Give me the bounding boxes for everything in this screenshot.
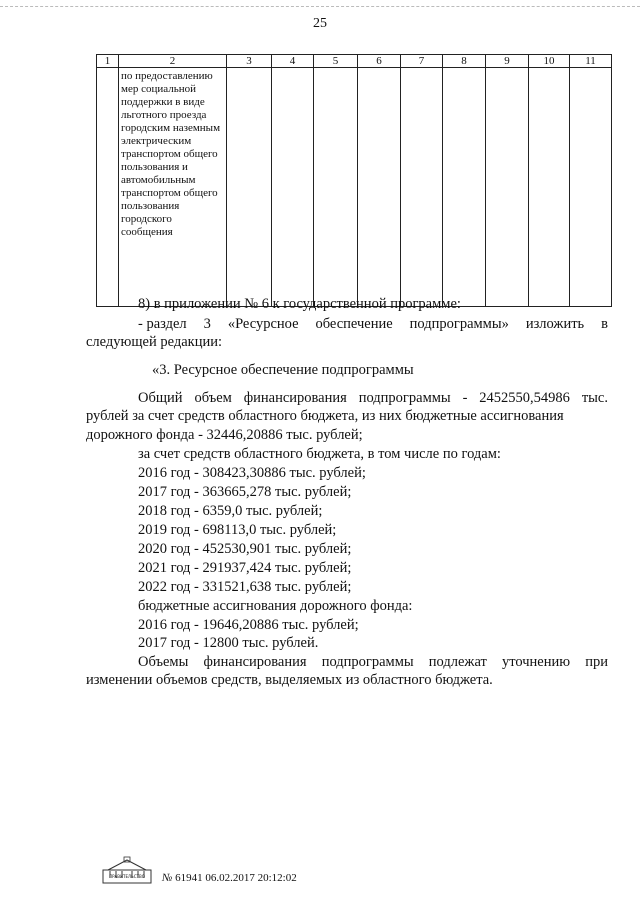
year-line: 2016 год - 308423,30886 тыс. рублей; (138, 465, 366, 481)
column-header: 2 (119, 55, 227, 68)
word: 2452550,54986 (479, 390, 570, 406)
top-scan-border (0, 6, 640, 7)
section-instruction-cont: следующей редакции: (86, 334, 223, 350)
word: обеспечение (315, 316, 393, 332)
column-header: 8 (443, 55, 486, 68)
table-cell (443, 68, 486, 307)
word: 3 (203, 316, 211, 332)
section-instruction-line (138, 315, 608, 333)
word: финансирования (203, 654, 307, 670)
word: в (601, 316, 608, 332)
word: подпрограммы» (409, 316, 509, 332)
word: - (462, 390, 468, 406)
column-header: 7 (401, 55, 443, 68)
year-line: 2021 год - 291937,424 тыс. рублей; (138, 560, 352, 576)
year-line: 2020 год - 452530,901 тыс. рублей; (138, 541, 352, 557)
regional-intro: за счет средств областного бюджета, в том числе по годам: (138, 446, 501, 462)
road-fund-year: 2017 год - 12800 тыс. рублей. (138, 635, 319, 651)
road-fund-intro: бюджетные ассигнования дорожного фонда: (138, 598, 413, 614)
word: финансирования (243, 390, 347, 406)
closing-line-2: изменении объемов средств, выделяемых из областного бюджета. (86, 672, 493, 688)
column-header: 11 (570, 55, 612, 68)
word: Объемы (138, 654, 189, 670)
word: подпрограммы (358, 390, 451, 406)
page-number: 25 (313, 16, 327, 31)
number-symbol: № (162, 872, 173, 884)
year-line: 2022 год - 331521,638 тыс. рублей; (138, 579, 352, 595)
table-cell (227, 68, 272, 307)
word: подпрограммы (321, 654, 414, 670)
word: тыс. (581, 390, 608, 406)
year-line: 2019 год - 698113,0 тыс. рублей; (138, 522, 337, 538)
table-cell (358, 68, 401, 307)
column-header: 3 (227, 55, 272, 68)
registration-stamp (162, 872, 297, 884)
column-header: 5 (314, 55, 358, 68)
word: изложить (525, 316, 585, 332)
table-cell (314, 68, 358, 307)
column-header: 6 (358, 55, 401, 68)
column-header: 1 (97, 55, 119, 68)
table-cell (401, 68, 443, 307)
column-header: 9 (486, 55, 529, 68)
section-heading: «3. Ресурсное обеспечение подпрограммы (152, 362, 414, 378)
total-line-1 (138, 389, 608, 407)
word: объем (194, 390, 232, 406)
government-building-icon (102, 856, 152, 884)
program-table (96, 54, 612, 307)
registration-text: 61941 06.02.2017 20:12:02 (175, 872, 297, 884)
word: - раздел (138, 316, 187, 332)
closing-line-1 (138, 653, 608, 671)
total-line-3: дорожного фонда - 32446,20886 тыс. рублей; (86, 427, 363, 443)
table-cell (272, 68, 314, 307)
column-header: 4 (272, 55, 314, 68)
table-cell (486, 68, 529, 307)
table-cell (570, 68, 612, 307)
year-line: 2018 год - 6359,0 тыс. рублей; (138, 503, 323, 519)
stamp-caption: ПРАВИТЕЛЬСТВО (109, 874, 145, 879)
table-cell-description: по предоставлению мер социальной поддержки в виде льготного проезда городским наземным электрическим транспортом общего пользования и автомобильным транспортом общего пользования городского сообщения (119, 68, 227, 307)
registration-footer (102, 856, 342, 886)
total-line-2: рублей за счет средств областного бюджета, из них бюджетные ассигнования (86, 408, 564, 424)
word: уточнению (501, 654, 571, 670)
year-line: 2017 год - 363665,278 тыс. рублей; (138, 484, 352, 500)
table-cell (529, 68, 570, 307)
road-fund-year: 2016 год - 19646,20886 тыс. рублей; (138, 617, 359, 633)
word: Общий (138, 390, 183, 406)
word: «Ресурсное (227, 316, 299, 332)
table-cell (97, 68, 119, 307)
table-row (97, 68, 612, 307)
word: подлежат (428, 654, 487, 670)
column-header: 10 (529, 55, 570, 68)
item-8: 8) в приложении № 6 к государственной программе: (138, 296, 461, 312)
word: при (585, 654, 608, 670)
table-header-row (97, 55, 612, 68)
